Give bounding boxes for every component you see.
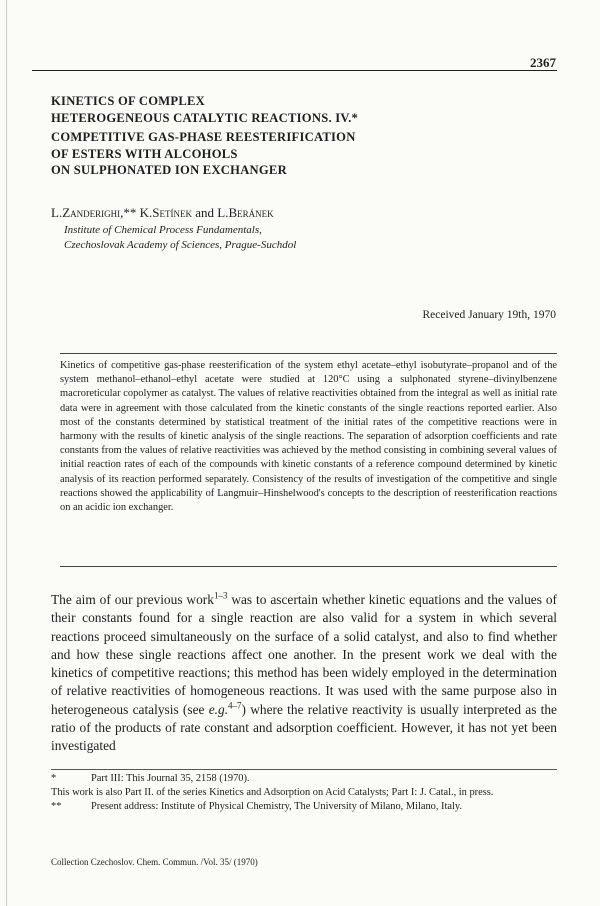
affiliation-line-1: Institute of Chemical Process Fundamentals, [64, 224, 262, 236]
citation-ref-1: 1–3 [213, 590, 228, 601]
abstract-top-rule [60, 353, 557, 354]
footnote-2-text: Present address: Institute of Physical Chemistry, The University of Milano, Milano, Italy. [91, 801, 463, 812]
footnote-1-mark: * [51, 773, 57, 784]
author-3-name: Beránek [228, 205, 274, 220]
body-text-1: The aim of our previous work [51, 592, 214, 607]
author-1-mark: ,** [120, 205, 140, 220]
footnotes [51, 772, 557, 814]
author-conjunction: and [192, 205, 218, 220]
footnote-2-mark: ** [51, 801, 62, 812]
article-title [51, 93, 551, 179]
affiliation [64, 223, 296, 253]
footnote-1-continuation: This work is also Part II. of the series Kinetics and Adsorption on Acid Catalysts; Part I: J. Catal., in press. [51, 787, 494, 798]
received-date: Received January 19th, 1970 [422, 309, 556, 321]
footnote-1 [51, 772, 557, 786]
page-number: 2367 [530, 55, 556, 70]
title-line-4: OF ESTERS WITH ALCOHOLS [51, 146, 238, 161]
title-line-5: ON SULPHONATED ION EXCHANGER [51, 163, 287, 177]
body-paragraph [51, 591, 557, 756]
title-line-1: KINETICS OF COMPLEX [51, 94, 206, 108]
citation-ref-2: 4–7 [228, 700, 242, 711]
scan-edge [6, 0, 7, 906]
author-1-name: Zanderighi [62, 205, 121, 220]
body-text-3: ) where the relative reactivity is usually interpreted as the ratio of the products of rate constant and adsorption coefficient. However, it has not yet been investigated [51, 701, 557, 754]
body-eg: e.g. [208, 701, 229, 717]
footnote-2 [51, 800, 557, 814]
journal-footer: Collection Czechoslov. Chem. Commun. /Vol. 35/ (1970) [51, 857, 258, 867]
affiliation-line-2: Czechoslovak Academy of Sciences, Prague-Suchdol [64, 239, 297, 251]
author-3-initial: L. [217, 205, 229, 220]
footnote-1-text: Part III: This Journal 35, 2158 (1970). [91, 773, 250, 784]
title-line-2: HETEROGENEOUS CATALYTIC REACTIONS. IV.* [51, 110, 359, 125]
abstract: Kinetics of competitive gas-phase reesterification of the system ethyl acetate–ethyl isobutyrate–propanol and of the system methanol–ethanol–ethyl acetate were studied at 120°C using a sulphonated styrene–divinylbenzene macroreticular copolymer as catalyst. The values of relative reactivities obtained from the integral as well as initial rate data were in agreement with those calculated from the kinetic constants of the single reactions reported earlier. Also most of the constants determined by statistical treatment of the initial rates of the competitive reactions were in harmony with the results of kinetic analysis of the single reactions. The separation of adsorption coefficients and rate constants from the values of relative reactivities was achieved by the method consisting in combining several values of initial reaction rates of each of the compounds with kinetic constants of a reference compound determined by kinetic analysis of its reaction performed separately. Consistency of the results of investigation of the competitive and single reactions showed the applicability of Langmuir–Hinshelwood's concepts to the description of reesterification reactions on an acidic ion exchanger. [60, 360, 557, 514]
authors [51, 205, 274, 221]
author-2-name: Setínek [152, 205, 192, 220]
title-line-3: COMPETITIVE GAS-PHASE REESTERIFICATION [51, 130, 356, 144]
abstract-bottom-rule [60, 566, 557, 567]
header-rule [32, 70, 557, 71]
body-text-2: was to ascertain whether kinetic equations and the values of their constants found for a single reaction are also valid for a system in which several reactions proceed simultaneously on the surface of a solid catalyst, and also to find whether and how these single reactions affect one another. In the present work we deal with the kinetics of competitive reactions; this method has been widely employed in the determination of relative reactivities of homogeneous reactions. It was used with the same purpose also in heterogeneous catalysis (see [51, 592, 557, 717]
author-1-initial: L. [51, 205, 63, 220]
footnote-rule [51, 769, 557, 770]
author-2-initial: K. [139, 205, 153, 220]
